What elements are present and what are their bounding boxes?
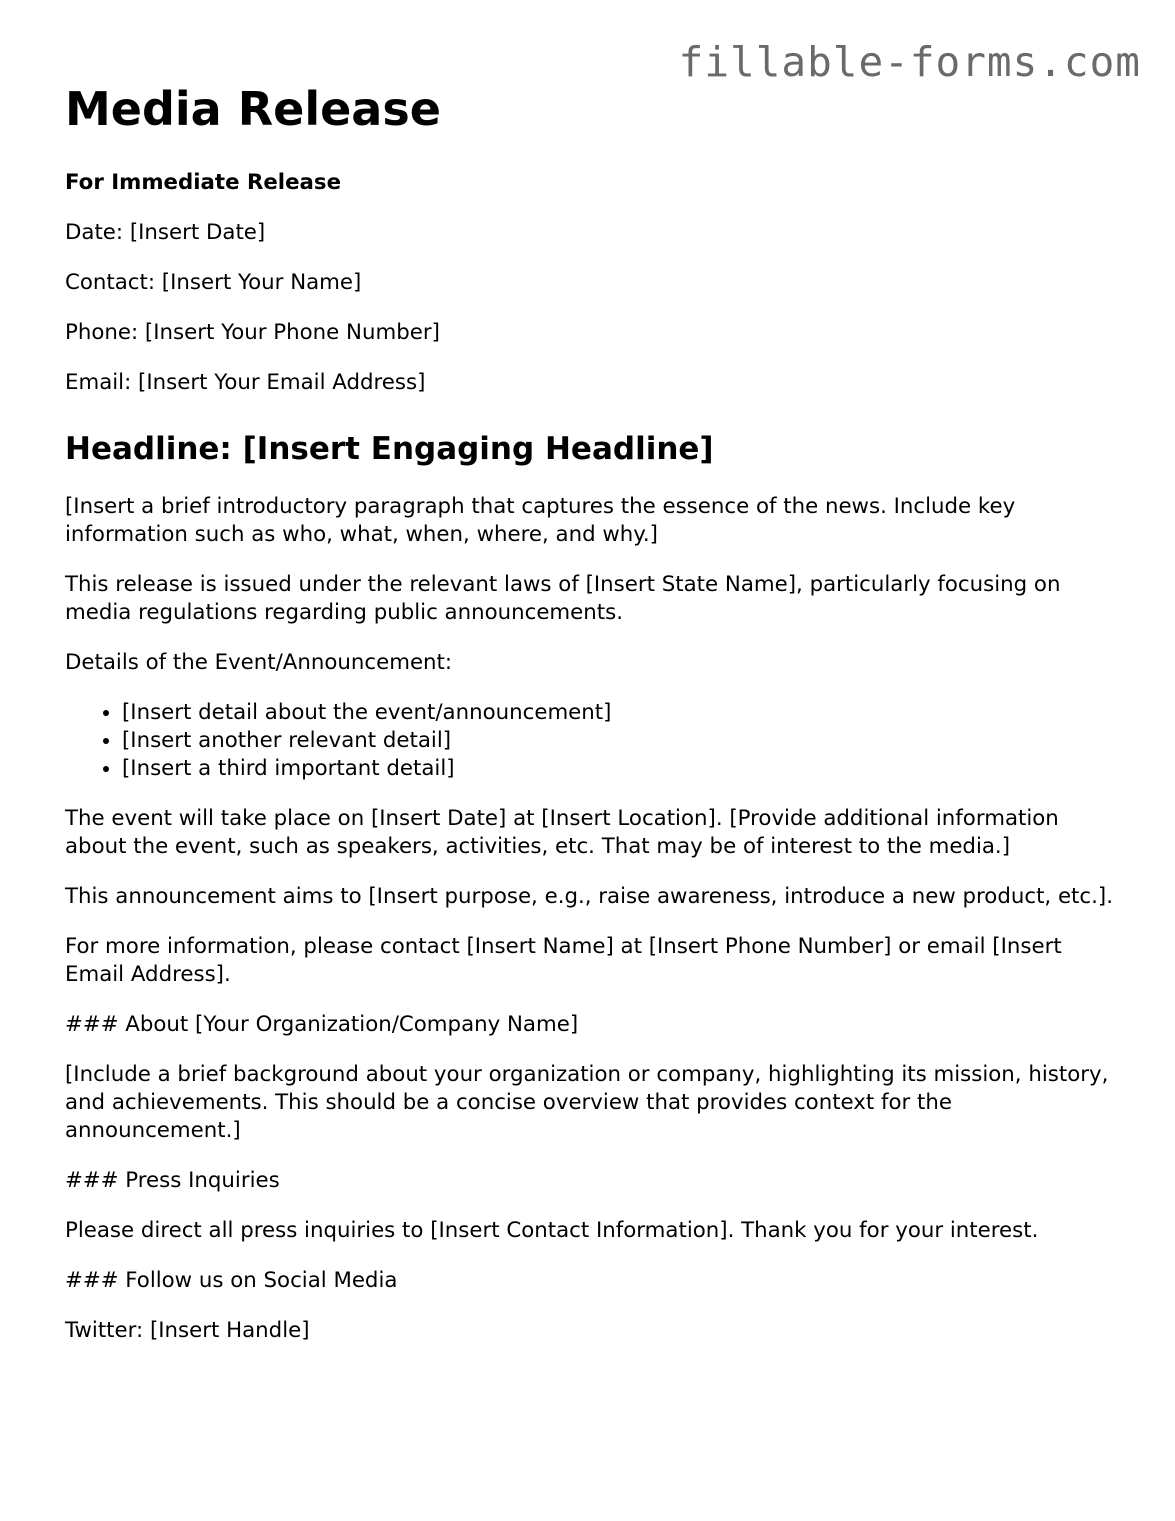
press-paragraph: Please direct all press inquiries to [Insert Contact Information]. Thank you for your interest. xyxy=(65,1218,1039,1243)
watermark: fillable-forms.com xyxy=(678,38,1141,86)
event-paragraph: The event will take place on [Insert Date] at [Insert Location]. [Provide additional information about the event, such as speakers, activities, etc. That may be of interest to the media.] xyxy=(65,806,1059,859)
twitter-line: Twitter: [Insert Handle] xyxy=(65,1318,310,1343)
more-info-paragraph: For more information, please contact [Insert Name] at [Insert Phone Number] or email [Insert Email Address]. xyxy=(65,934,1062,987)
list-item: • [Insert another relevant detail] xyxy=(122,727,1125,755)
purpose-paragraph: This announcement aims to [Insert purpose, e.g., raise awareness, introduce a new product, etc.]. xyxy=(65,884,1113,909)
contact-line: Contact: [Insert Your Name] xyxy=(65,270,362,295)
date-line: Date: [Insert Date] xyxy=(65,220,266,245)
about-heading: ### About [Your Organization/Company Name] xyxy=(65,1012,579,1037)
about-paragraph: [Include a brief background about your organization or company, highlighting its mission, history, and achievements. This should be a concise overview that provides context for the announcement.] xyxy=(65,1062,1109,1143)
details-list xyxy=(65,699,1125,783)
social-heading: ### Follow us on Social Media xyxy=(65,1268,398,1293)
press-heading: ### Press Inquiries xyxy=(65,1168,280,1193)
document-body xyxy=(65,80,1125,1367)
legal-paragraph: This release is issued under the relevant laws of [Insert State Name], particularly focusing on media regulations regarding public announcements. xyxy=(65,572,1061,625)
phone-line: Phone: [Insert Your Phone Number] xyxy=(65,320,440,345)
email-line: Email: [Insert Your Email Address] xyxy=(65,370,426,395)
headline: Headline: [Insert Engaging Headline] xyxy=(65,431,714,467)
details-label: Details of the Event/Announcement: xyxy=(65,650,453,675)
document-title: Media Release xyxy=(65,82,441,136)
intro-paragraph: [Insert a brief introductory paragraph that captures the essence of the news. Include key information such as who, what, when, where, and why.] xyxy=(65,494,1016,547)
list-item: • [Insert a third important detail] xyxy=(122,755,1125,783)
list-item: • [Insert detail about the event/announcement] xyxy=(122,699,1125,727)
release-label: For Immediate Release xyxy=(65,170,342,195)
